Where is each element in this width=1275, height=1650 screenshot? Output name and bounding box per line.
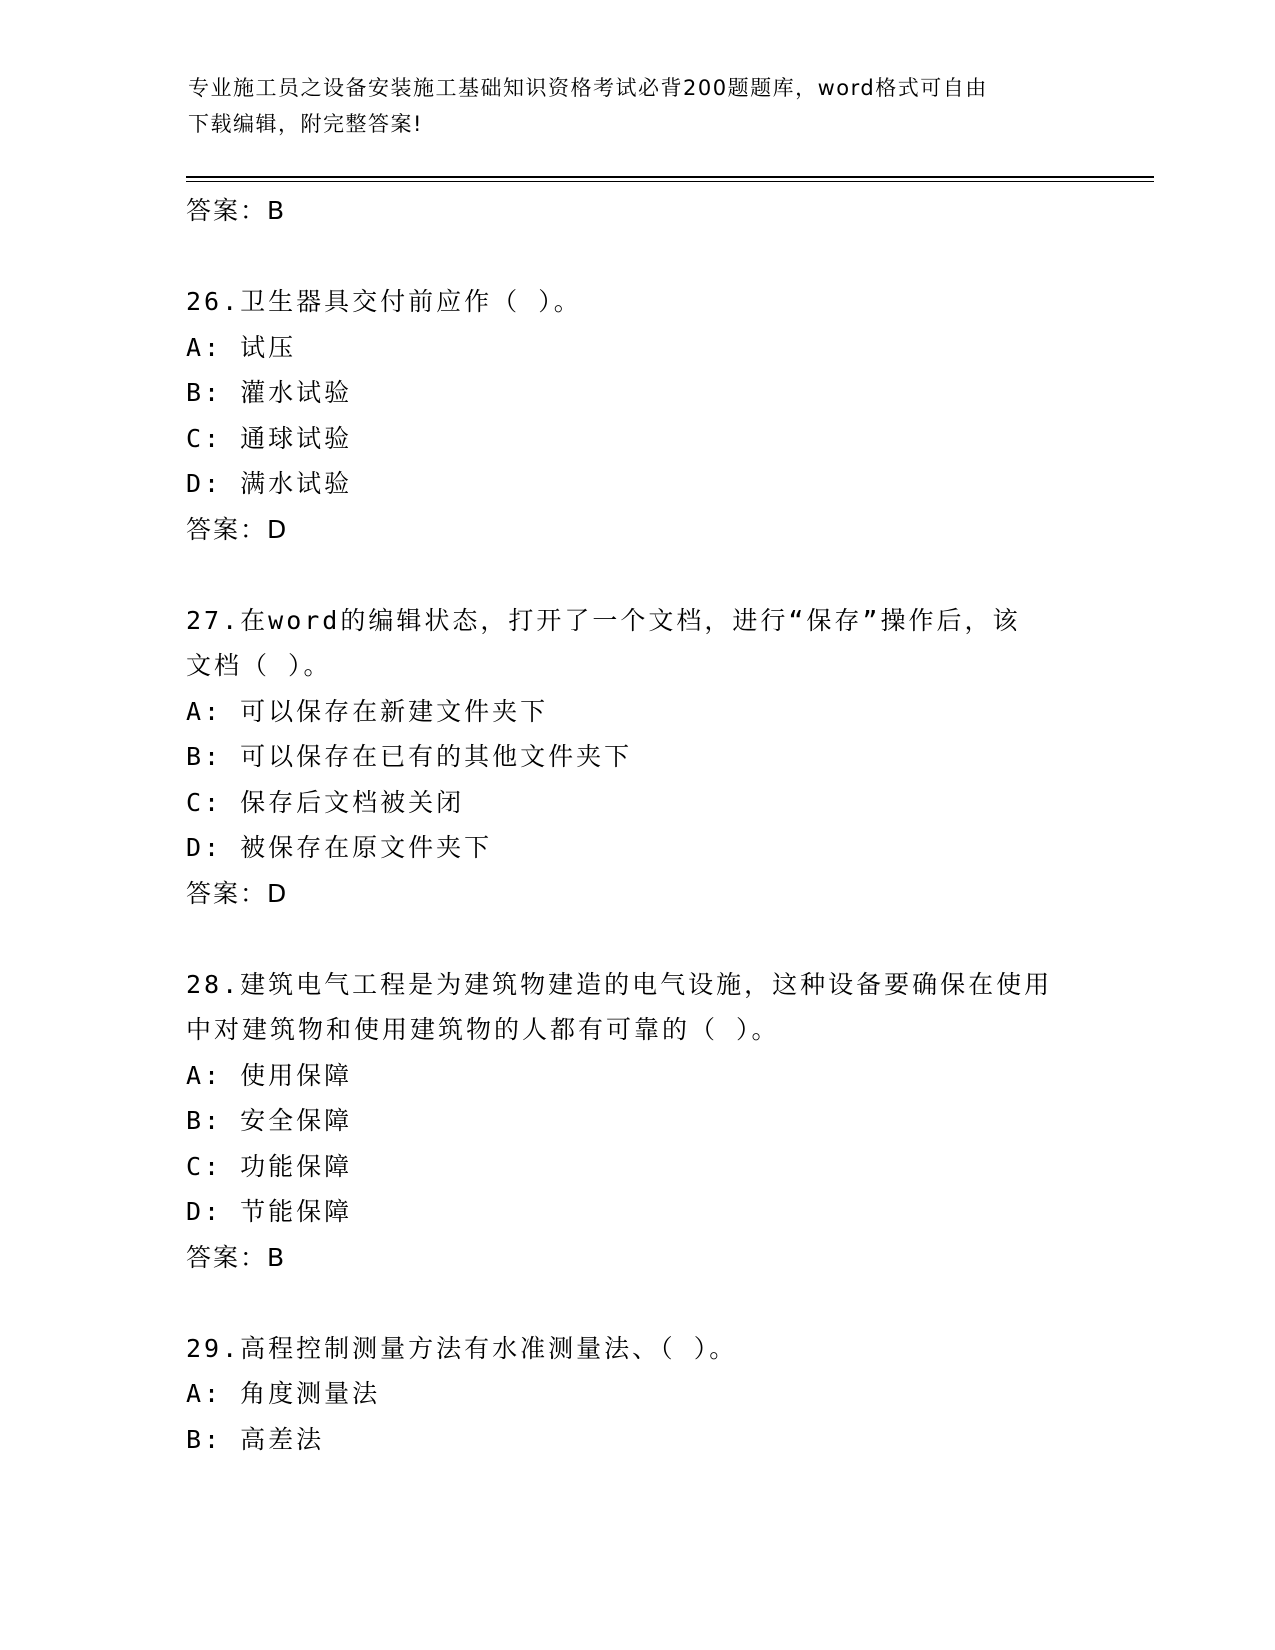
option-d: D: 满水试验 <box>186 469 353 498</box>
question-stem-continued: 中对建筑物和使用建筑物的人都有可靠的（ ）。 <box>186 1015 780 1044</box>
option-c: C: 功能保障 <box>186 1151 353 1181</box>
option-a: A: 使用保障 <box>186 1060 353 1090</box>
spacer <box>186 552 1086 598</box>
option-b: B: 高差法 <box>186 1424 325 1454</box>
header-rule-thin <box>186 181 1154 182</box>
option-c: C: 通球试验 <box>186 423 353 453</box>
spacer <box>186 1280 1086 1326</box>
option-b: B: 可以保存在已有的其他文件夹下 <box>186 742 633 771</box>
option-a: A: 试压 <box>186 332 297 362</box>
document-header <box>188 70 1068 142</box>
document-body <box>186 188 1086 1462</box>
header-line-1: 专业施工员之设备安装施工基础知识资格考试必背200题题库，word格式可自由 <box>188 76 988 100</box>
header-line-2: 下载编辑，附完整答案! <box>188 112 423 136</box>
spacer <box>186 916 1086 962</box>
question-stem-continued: 文档（ ）。 <box>186 651 332 680</box>
question-block <box>186 598 1086 917</box>
option-d: D: 被保存在原文件夹下 <box>186 833 493 862</box>
answer-line: 答案：B <box>186 196 287 225</box>
answer-line: 答案：B <box>186 1242 287 1272</box>
question-stem: 27.在word的编辑状态，打开了一个文档，进行“保存”操作后，该 <box>186 605 1021 635</box>
question-stem: 29.高程控制测量方法有水准测量法、（ ）。 <box>186 1333 738 1363</box>
header-rule-thick <box>186 176 1154 178</box>
option-a: A: 角度测量法 <box>186 1379 381 1408</box>
answer-line: 答案：D <box>186 878 289 908</box>
question-block <box>186 279 1086 552</box>
question-stem: 26.卫生器具交付前应作（ ）。 <box>186 287 582 316</box>
option-c: C: 保存后文档被关闭 <box>186 787 465 817</box>
option-b: B: 灌水试验 <box>186 378 353 407</box>
option-a: A: 可以保存在新建文件夹下 <box>186 696 549 726</box>
answer-line: 答案：D <box>186 514 289 544</box>
question-stem: 28.建筑电气工程是为建筑物建造的电气设施，这种设备要确保在使用 <box>186 969 1053 999</box>
option-b: B: 安全保障 <box>186 1106 353 1135</box>
option-d: D: 节能保障 <box>186 1197 353 1226</box>
question-block <box>186 962 1086 1281</box>
question-block <box>186 1326 1086 1463</box>
spacer <box>186 234 1086 280</box>
